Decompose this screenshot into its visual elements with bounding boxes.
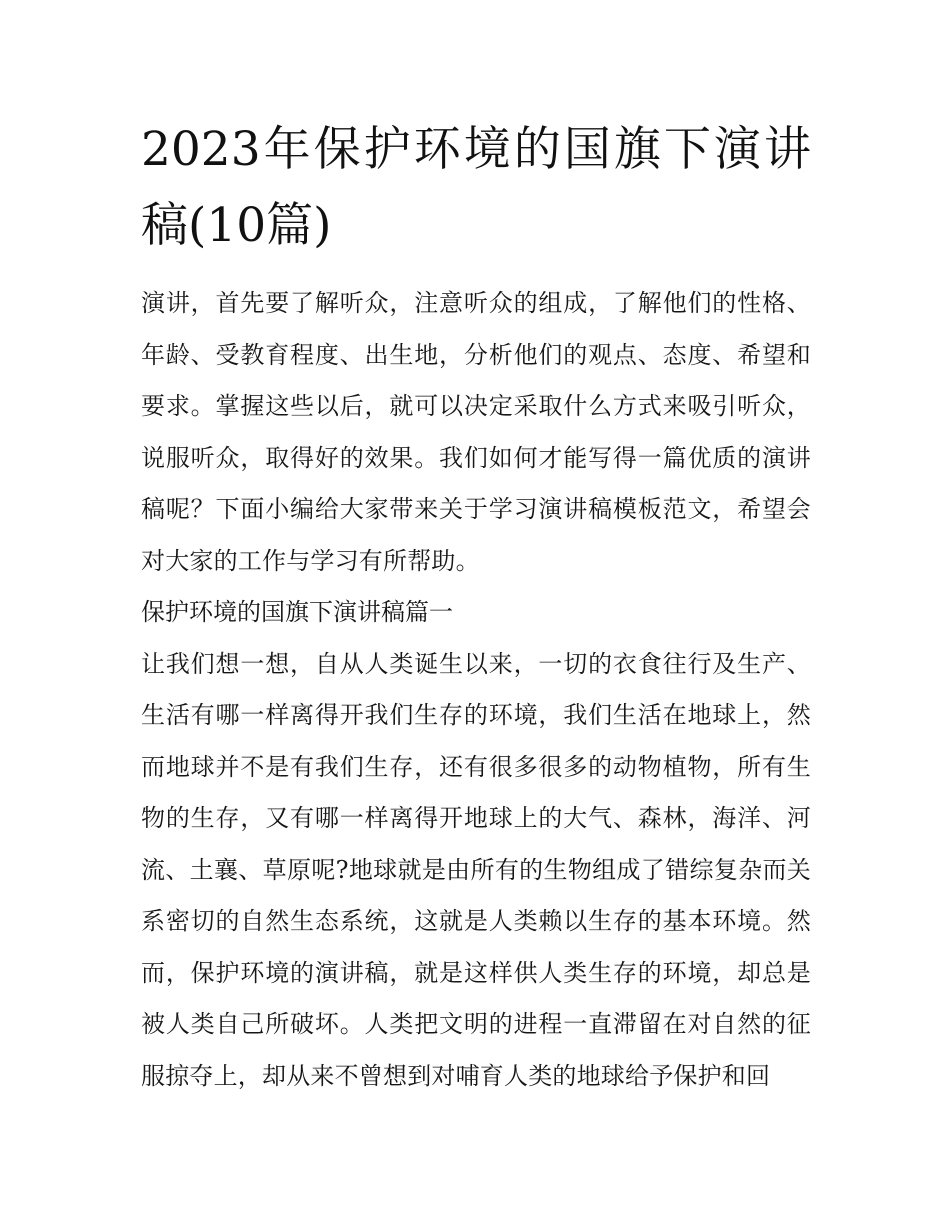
intro-paragraph: 演讲，首先要了解听众，注意听众的组成，了解他们的性格、年龄、受教育程度、出生地，分析他们的观点、态度、希望和要求。掌握这些以后，就可以决定采取什么方式来吸引听众，说服听众，取得好的效果。我们如何才能写得一篇优质的演讲稿呢？下面小编给大家带来关于学习演讲稿模板范文，希望会对大家的工作与学习有所帮助。: [141, 289, 811, 575]
section-heading: 保护环境的国旗下演讲稿篇一: [141, 598, 453, 626]
document-content: [141, 112, 811, 1102]
body-paragraph: 让我们想一想，自从人类诞生以来，一切的衣食往行及生产、生活有哪一样离得开我们生存的环境，我们生活在地球上，然而地球并不是有我们生存，还有很多很多的动物植物，所有生物的生存，又有哪一样离得开地球上的大气、森林，海洋、河流、土襄、草原呢?地球就是由所有的生物组成了错综复杂而关系密切的自然生态系统，这就是人类赖以生存的基本环境。然而，保护环境的演讲稿，就是这样供人类生存的环境，却总是被人类自己所破坏。人类把文明的进程一直滞留在对自然的征服掠夺上，却从来不曾想到对哺育人类的地球给予保护和回: [141, 649, 811, 1090]
document-title: 2023年保护环境的国旗下演讲稿(10篇): [141, 122, 811, 253]
